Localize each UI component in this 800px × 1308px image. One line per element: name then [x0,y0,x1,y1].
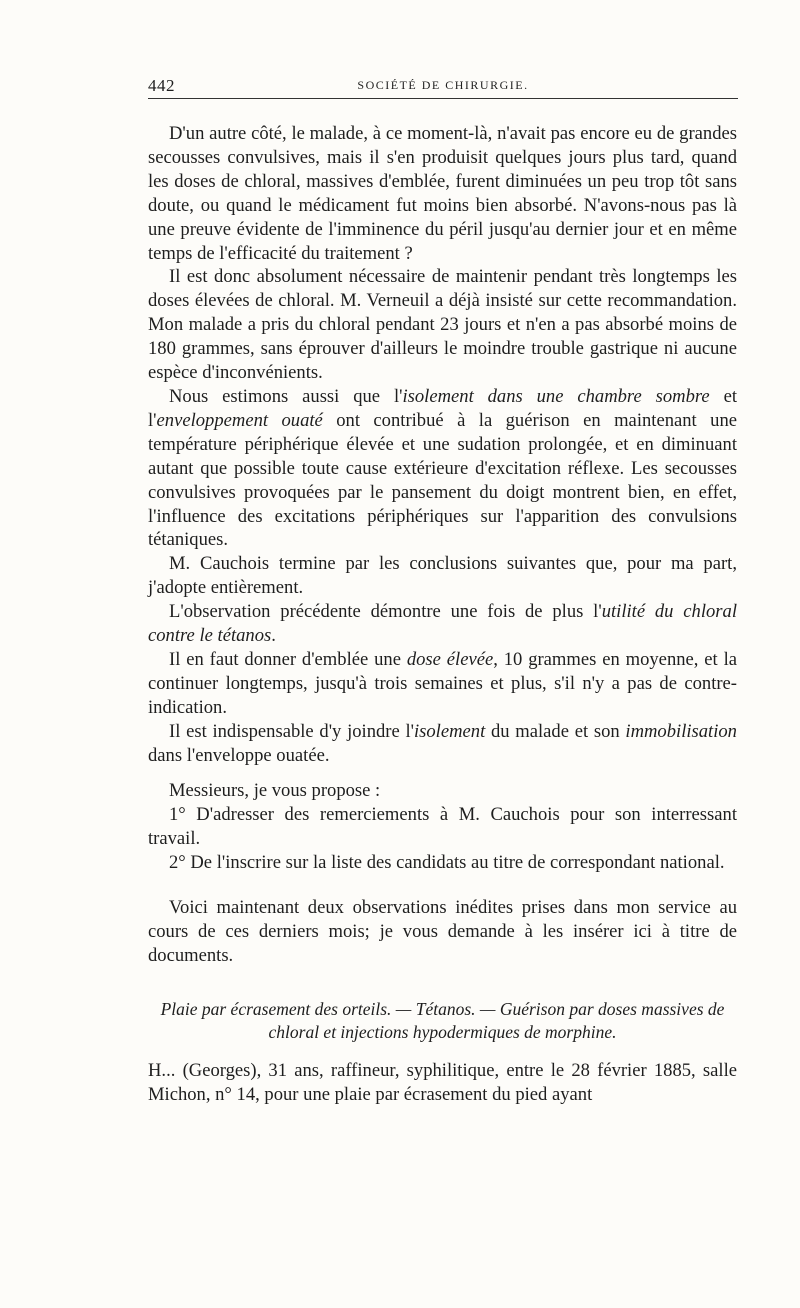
paragraph-7-text: dans l'enveloppe ouatée. [148,744,330,766]
emphasis-isolement: isolement [413,720,486,742]
case-title: Plaie par écrasement des orteils. — Tétanos. — Guérison par doses massives de chloral et injections hypodermiques de morphine. [160,998,725,1043]
paragraph-6-text: , 10 grammes en moyenne, et la continuer longtemps, jusqu'à trois semaines et plus, s'il n'y a pas de contre-indication. [148,648,738,718]
paragraph-3-text: et l' [148,385,737,431]
case-text: H... (Georges), 31 ans, raffineur, syphilitique, entre le 28 février 1885, salle Michon, n° 14, pour une plaie par écrasement du pied ayant [148,1059,737,1105]
emphasis-utilite-chloral: utilité du chloral contre le tétanos [148,601,737,647]
paragraph-7-text: Il est indispensable d'y joindre l' [169,720,414,742]
paragraph-3 [148,385,737,552]
paragraph-11: Voici maintenant deux observations inédites prises dans mon service au cours de ces derniers mois; je vous demande à les insérer ici à titre de documents. [148,897,737,966]
page-header [148,76,738,99]
page-number: 442 [148,76,175,95]
paragraph-8: Messieurs, je vous propose : [169,780,381,802]
paragraph-7-text: du malade et son [485,720,626,742]
page-body [148,122,737,1107]
paragraph-10: 2° De l'inscrire sur la liste des candidats au titre de correspondant national. [169,852,725,874]
paragraph-6-text: Il en faut donner d'emblée une [169,648,407,670]
paragraph-2: Il est donc absolument nécessaire de maintenir pendant très longtemps les doses élevées de chloral. M. Verneuil a déjà insisté sur cette recommandation. Mon malade a pris du chloral pendant 23 jours et n'en a pas absorbé moins de 180 grammes, sans éprouver d'ailleurs le moindre trouble gastrique ni aucune espèce d'inconvénients. [148,266,737,384]
paragraph-7 [148,720,737,768]
paragraph-3-text: Nous estimons aussi que l' [169,385,403,407]
emphasis-immobilisation: immobilisation [625,720,737,742]
paragraph-4: M. Cauchois termine par les conclusions suivantes que, pour ma part, j'adopte entièrement. [148,553,737,599]
running-title: SOCIÉTÉ DE CHIRURGIE. [357,78,529,92]
emphasis-dose-elevee: dose élevée [406,648,494,670]
paragraph-1: D'un autre côté, le malade, à ce moment-là, n'avait pas encore eu de grandes secousses convulsives, mais il s'en produisit quelques jours plus tard, quand les doses de chloral, massives d'emblée, furent diminuées un peu trop tôt sans doute, ou quand le médicament fut moins bien absorbé. N'avons-nous pas là une preuve évidente de l'imminence du péril jusqu'au dernier jour et en même temps de l'efficacité du traitement ? [148,123,737,264]
paragraph-3-text: ont contribué à la guérison en maintenant une température périphérique élevée et une sudation prolongée, et en diminuant autant que possible toute cause extérieure d'excitation réflexe. Les secousses convulsives provoquées par le pansement du doigt montrent bien, en effet, l'influence des excitations périphériques sur l'apparition des convulsions tétaniques. [148,409,737,551]
paragraph-5-text: L'observation précédente démontre une fois de plus l' [169,601,602,623]
emphasis-enveloppement: enveloppement ouaté [156,409,323,431]
paragraph-5 [148,600,737,648]
emphasis-isolement-chambre: isolement dans une chambre sombre [402,385,710,407]
paragraph-6 [148,648,737,720]
paragraph-5-text: . [271,625,276,647]
paragraph-9: 1° D'adresser des remerciements à M. Cauchois pour son interressant travail. [148,804,737,850]
